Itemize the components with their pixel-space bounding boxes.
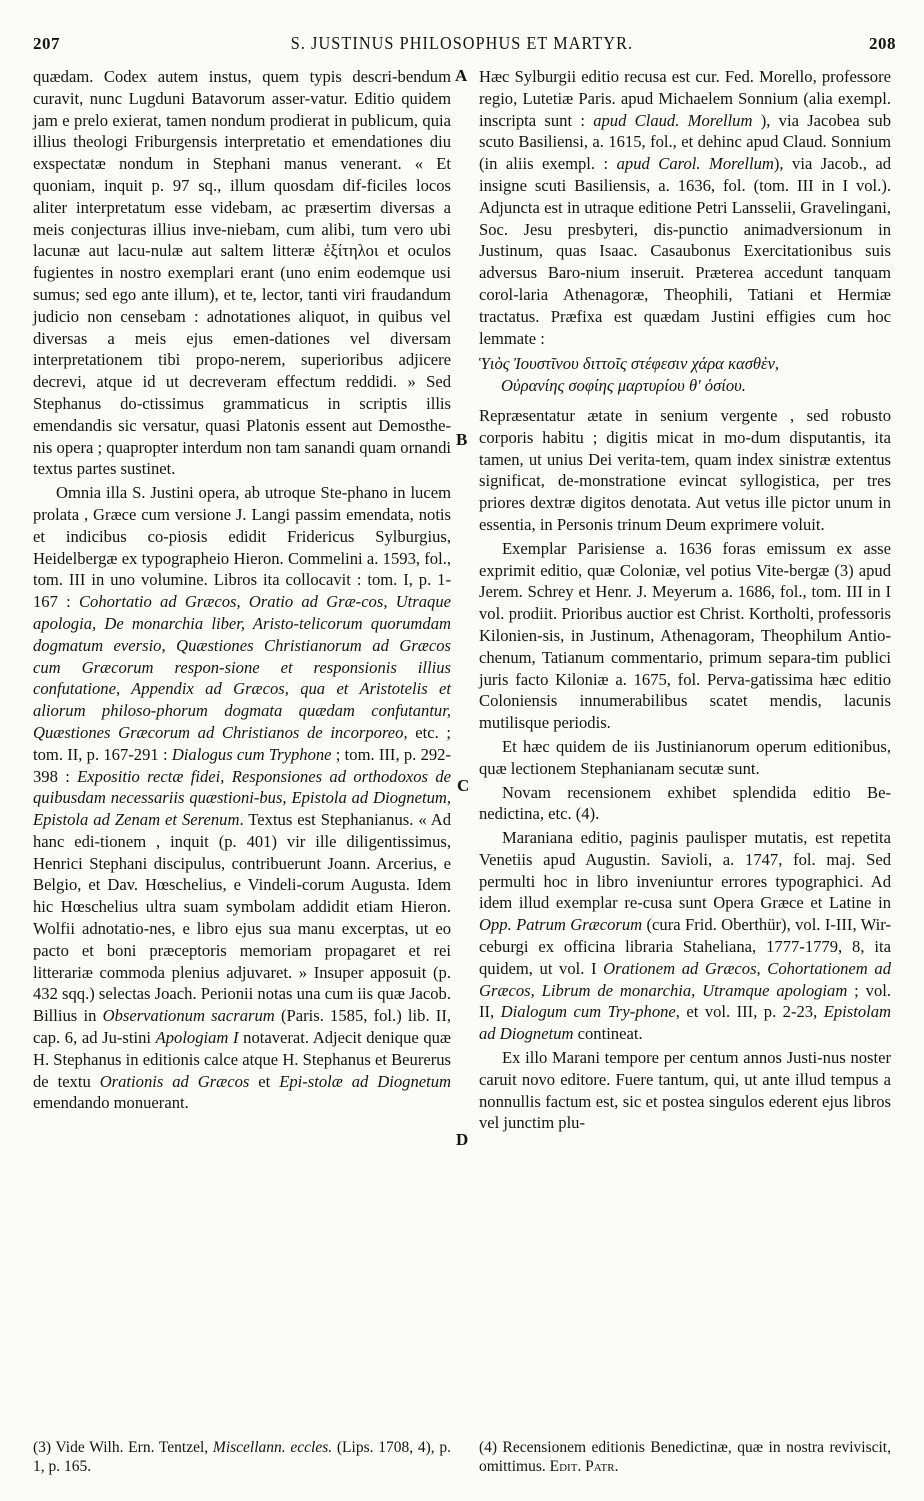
- margin-marker-c: C: [457, 776, 470, 795]
- margin-marker-b: B: [456, 430, 468, 449]
- italic-title-run: Orationis ad Græcos: [99, 1071, 250, 1091]
- text-run: ; vol. II,: [479, 980, 892, 1022]
- text-run: , et vol. III, p. 2-23,: [675, 1002, 824, 1022]
- text-run: Maraniana editio, paginis paulisper mutatis, est repetita Venetiis apud Augustin. Savioli, a. 1747, fol. maj. Sed permulti hoc in libro inveniuntur errores typographici. Ad idem illud exemplar re-cusa sunt Opera Græce et Latine in: [479, 828, 891, 913]
- greek-lemma-line-1: Ὑιὸς Ἰουστῖνου διττοῖς στέφεσιν χάρα κασθὲν,: [479, 354, 780, 374]
- left-paragraph-2: [33, 482, 451, 1114]
- running-title: S. JUSTINUS PHILOSOPHUS ET MARTYR.: [290, 33, 634, 53]
- text-run: (Paris. 1585, fol.) lib. II, cap. 6, ad Ju-stini: [33, 1006, 452, 1048]
- italic-run: apud Claud. Morellum: [593, 110, 753, 130]
- italic-run: Dialogum cum Try-phone: [500, 1002, 676, 1022]
- right-paragraph-7: Ex illo Marani tempore per centum annos Justi-nus noster caruit novo editore. Fuere tantum, qui, ut ante illud tempus a nonnullis factum est, sic et postea singulos ederent ejus libros vel junctim plu-: [479, 1048, 891, 1133]
- right-paragraph-5: Novam recensionem exhibet splendida editio Be-nedictina, etc. (4).: [479, 782, 891, 824]
- text-run: et: [249, 1071, 280, 1091]
- page-number-right: 208: [869, 34, 896, 53]
- text-run: notaverat. Adjecit denique quæ H. Stephanus in editionis calce atque H. Stephanus et Beurerus de textu: [33, 1028, 451, 1091]
- text-run: ; tom. III, p. 292-398 :: [33, 744, 451, 786]
- italic-run: Opp. Patrum Græcorum: [479, 915, 643, 935]
- italic-title-run: Epi-stolæ ad Diognetum: [279, 1071, 451, 1091]
- text-run: contineat.: [573, 1024, 643, 1044]
- right-paragraph-1: [479, 66, 891, 349]
- footnote-4: [479, 1438, 891, 1476]
- text-run: (Lips. 1708, 4), p. 1, p. 165.: [33, 1439, 452, 1475]
- left-column: [33, 66, 451, 1114]
- page-header: [0, 0, 924, 62]
- page-number-left: 207: [33, 34, 60, 53]
- italic-title-run: Expositio rectæ fidei, Responsiones ad orthodoxos de quibusdam necessariis quæstioni-bus, Epistola ad Diognetum, Epistola ad Zenam et Serenum: [33, 766, 451, 830]
- text-run: (3) Vide Wilh. Ern. Tentzel,: [33, 1439, 213, 1456]
- italic-run: Miscellann. eccles.: [212, 1439, 333, 1456]
- italic-run: apud Carol. Morellum: [616, 154, 774, 174]
- left-paragraph-1: quædam. Codex autem instus, quem typis descri-bendum curavit, nunc Lugduni Batavorum asser-vatur. Editio quidem jam e prelo exierat, tamen nondum prodierat in publicum, quia illius theologi Friburgensis interpretatio et emendationes diu exspectatæ nondum in Stephani manus venerant. « Et quoniam, inquit p. 97 sq., illum quosdam dif-ficiles locos aliter interpretatum esse videbam, ac præsertim diversas a meis conjecturas illius inve-niebam, cum alibi, tum vero ubi lacunæ aut lacu-nulæ aut saltem litteræ ἐξίτηλοι et oculos fugientes in nostro exemplari erant (uno enim eodemque usi sumus; sed ego ante illum), et te, lector, tanti viri fraudandum judicio non censebam : adnotationes aliquot, in quibus vel diversas a meis ejus emen-dationes vel diversam interpretationem tibi propo-nerem, superioribus adjicere decrevi, atque id ut decreveram effectum reddidi. » Sed Stephanus do-ctissimus grammaticus in scriptis illis emendandis sic versatur, quasi Platonis essent aut Demosthe-nis opera ; quapropter interdum non tam sanandi quam ornandi textus partes sustinet.: [33, 67, 451, 479]
- editor-signature: Edit. Patr.: [549, 1458, 619, 1475]
- italic-title-run: Apologiam I: [155, 1028, 239, 1048]
- margin-marker-a: A: [455, 66, 468, 85]
- text-run: . Textus est Stephanianus. « Ad hanc edi-tionem , inquit (p. 401) vir ille diligentissimus, Henrici Stephani discipulus, contribuerunt Joann. Arcerius, e Belgio, et Dav. Hœschelius, e Vindeli-corum Augusta. Idem hic Hœschelius ultra suam symbolam addidit etiam Hieron. Wolfii adnotatio-nes, e libro ejus sua manu excerptas, ut eo pacto et boni præceptoris memoriam propagaret et rei litterariæ commoda plenius adjuvaret. » Insuper apposuit (p. 432 sqq.) selectas Joach. Perionii notas una cum iis quæ Jacob. Billius in: [33, 810, 451, 1026]
- italic-title-run: Observationum sacrarum: [102, 1006, 275, 1026]
- text-run: (4) Recensionem editionis Benedictinæ, quæ in nostra reviviscit, omittimus.: [479, 1439, 891, 1475]
- right-paragraph-2: Repræsentatur ætate in senium vergente , sed robusto corporis habitu ; digitis micat in mo-dum disputantis, ita tamen, ut unius Dei verita-tem, quam index sinistræ extentus significat, de-monstratione evincat syllogistica, per tres priores dextræ digitos denotata. Aut vetus ille pictor unum in essentia, in Personis trinum Deum exprimere voluit.: [479, 405, 891, 534]
- right-paragraph-6: [479, 827, 891, 1045]
- text-run: Omnia illa S. Justini opera, ab utroque Ste-phano in lucem prolata , Græce cum versione J. Langi passim emendata, notis et indicibus co-piosis edidit Fridericus Sylburgius, Heidelbergæ ex typographeio Hieron. Commelini a. 1593, fol., tom. III in uno volumine. Libros ita collocavit : tom. I, p. 1-167 :: [33, 483, 451, 612]
- footnote-3: [33, 1438, 451, 1476]
- greek-lemma-line-2: Οὐρανίης σοφίης μαρτυρίου θ' ὁσίου.: [501, 376, 746, 396]
- italic-run: Epistolam ad Diognetum: [479, 1002, 892, 1044]
- greek-lemma: [479, 353, 891, 397]
- text-run: (cura Frid. Oberthür), vol. I-III, Wir-ceburgi ex officina libraria Staheliana, 1777-1779, 8, ita quidem, ut vol. I: [479, 915, 891, 978]
- text-run: ), via Jacobea sub scuto Basiliensi, a. 1615, fol., et dehinc apud Claud. Sonnium (in aliis exempl. :: [479, 110, 892, 174]
- right-paragraph-3: Exemplar Parisiense a. 1636 foras emissum ex asse exprimit editio, quæ Coloniæ, vel potius Vite-bergæ (3) apud Jerem. Schrey et Henr. J. Meyerum a. 1686, fol., tom. III in I vol. prodiit. Prioribus auctior est Christ. Kortholti, professoris Kilonien-sis, in Justinum, Athenagoram, Theophilum Antio-chenum, Tatianum commentario, primum separa-tim publici juris facto Kiloniæ a. 1675, fol. Perva-gatissima hæc editio Coloniensis innumerabilibus scatet mendis, lacunis mutilisque periodis.: [479, 538, 891, 733]
- italic-title-run: Cohortatio ad Græcos, Oratio ad Græ-cos, Utraque apologia, De monarchia liber, Aristo-telicorum quorumdam dogmatum eversio, Quæstiones Christianorum ad Græcos cum Græcorum respon-sione et responsionis illius confutatione, Appendix ad Græcos, qua et Aristotelis et aliorum philoso-phorum dogmata quædam confutantur, Quæstiones Græcorum ad Christianos de incorporeo: [33, 592, 451, 742]
- margin-marker-d: D: [456, 1130, 469, 1149]
- text-run: ), via Jacob., ad insigne scuti Basiliensis, a. 1636, fol. (tom. III in I vol.). Adjuncta est in utraque editione Petri Lansselii, Gravelingani, Soc. Jesu presbyteri, dis-punctio animadversionum in Justinum, quas Isaac. Casaubonus Exercitationibus suis adversus Baro-nium inseruit. Præterea accedunt tanquam corol-laria Athenagoræ, Theophili, Tatiani et Hermiæ tractatus. Præfixa est quædam Justini effigies cum hoc lemmate :: [479, 154, 892, 348]
- right-column: [479, 66, 891, 1134]
- text-run: Hæc Sylburgii editio recusa est cur. Fed. Morello, professore regio, Lutetiæ Paris. apud Michaelem Sonnium (alia exempl. inscripta sunt :: [479, 67, 891, 130]
- italic-title-run: Dialogus cum Tryphone: [171, 744, 332, 764]
- text-run: emendando monuerant.: [33, 1093, 189, 1113]
- right-paragraph-4: Et hæc quidem de iis Justinianorum operum editionibus, quæ lectionem Stephanianam secutæ sunt.: [479, 736, 891, 778]
- italic-run: Orationem ad Græcos, Cohortationem ad Græcos, Librum de monarchia, Utramque apologiam: [479, 958, 891, 1000]
- text-run: , etc. ; tom. II, p. 167-291 :: [33, 722, 452, 764]
